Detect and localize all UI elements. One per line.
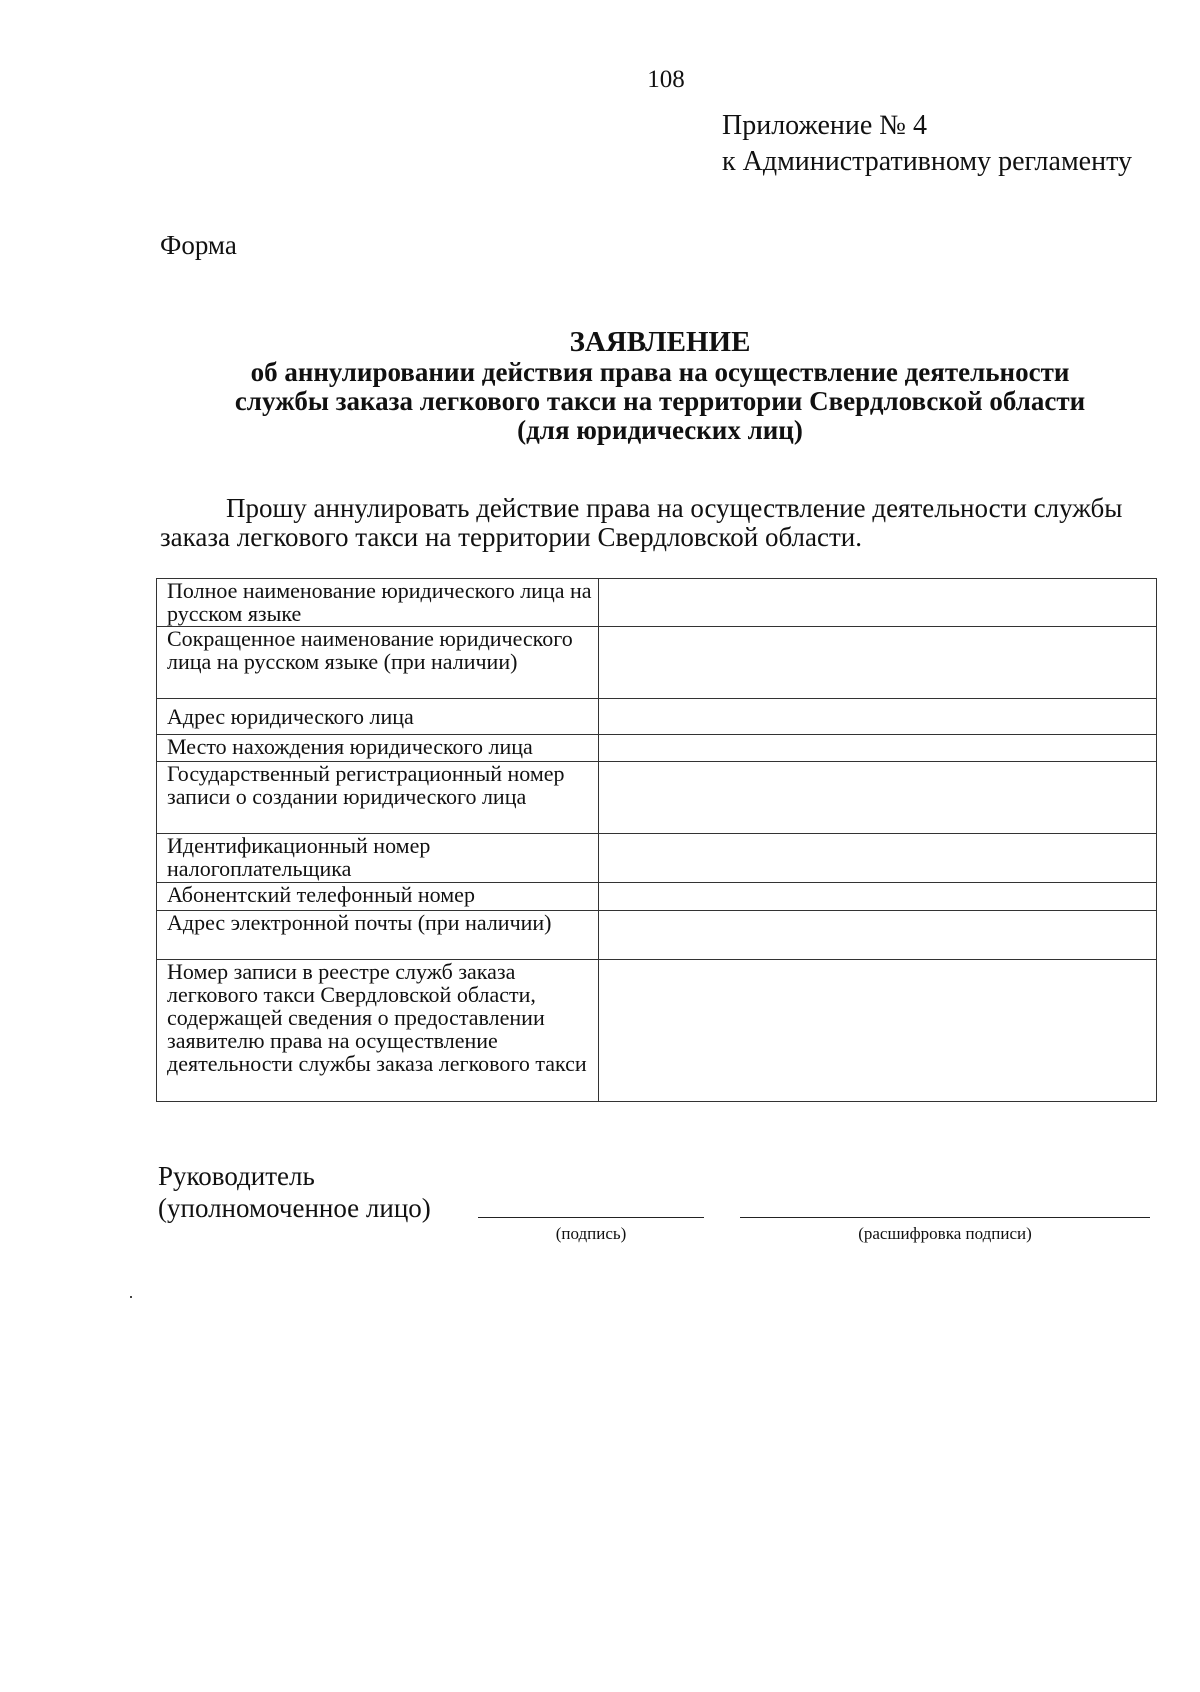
appendix-line-2: к Административному регламенту	[722, 146, 1132, 177]
document-title	[140, 328, 1180, 445]
table-row	[157, 911, 1157, 960]
row-label: Полное наименование юридического лица на русском языке	[157, 579, 599, 627]
table-row	[157, 960, 1157, 1102]
scan-speck	[130, 1296, 132, 1298]
row-label: Сокращенное наименование юридического лица на русском языке (при наличии)	[157, 627, 599, 699]
table-row	[157, 699, 1157, 735]
signature-line[interactable]	[478, 1217, 704, 1218]
row-label: Абонентский телефонный номер	[157, 883, 599, 911]
table-row	[157, 627, 1157, 699]
signature-caption: (подпись)	[555, 1224, 627, 1243]
signer-role-line-2: (уполномоченное лицо)	[158, 1193, 431, 1223]
row-value-cell[interactable]	[599, 579, 1157, 627]
title-main: ЗАЯВЛЕНИЕ	[569, 326, 751, 358]
applicant-details-table	[156, 578, 1157, 1102]
row-label: Место нахождения юридического лица	[157, 735, 599, 762]
intro-line-1: Прошу аннулировать действие права на осуществление деятельности службы	[226, 493, 1123, 523]
row-label: Государственный регистрационный номер записи о создании юридического лица	[157, 762, 599, 834]
row-value-cell[interactable]	[599, 735, 1157, 762]
signer-role-line-1: Руководитель	[158, 1161, 315, 1191]
row-label: Адрес юридического лица	[157, 699, 599, 735]
row-value-cell[interactable]	[599, 762, 1157, 834]
row-value-cell[interactable]	[599, 883, 1157, 911]
row-label: Номер записи в реестре служб заказа легкового такси Свердловской области, содержащей сведения о предоставлении заявителю права на осуществление деятельности службы заказа легкового такси	[157, 960, 599, 1102]
intro-line-2: заказа легкового такси на территории Свердловской области.	[160, 522, 862, 552]
row-label: Идентификационный номер налогоплательщика	[157, 834, 599, 883]
title-line-4: (для юридических лиц)	[517, 415, 803, 445]
signature-decoding-line[interactable]	[740, 1217, 1150, 1218]
row-value-cell[interactable]	[599, 699, 1157, 735]
page-number: 108	[647, 66, 685, 93]
table-row	[157, 883, 1157, 911]
signature-block	[158, 1160, 431, 1224]
form-label: Форма	[160, 230, 237, 260]
title-line-3: службы заказа легкового такси на территории Свердловской области	[234, 386, 1086, 416]
table-row	[157, 735, 1157, 762]
intro-paragraph	[160, 494, 1170, 552]
row-label: Адрес электронной почты (при наличии)	[157, 911, 599, 960]
table-row	[157, 579, 1157, 627]
row-value-cell[interactable]	[599, 960, 1157, 1102]
row-value-cell[interactable]	[599, 834, 1157, 883]
row-value-cell[interactable]	[599, 911, 1157, 960]
table-row	[157, 762, 1157, 834]
title-line-2: об аннулировании действия права на осуществление деятельности	[250, 357, 1070, 387]
row-value-cell[interactable]	[599, 627, 1157, 699]
signature-decoding-caption: (расшифровка подписи)	[858, 1224, 1032, 1243]
table-row	[157, 834, 1157, 883]
appendix-note	[722, 108, 1132, 180]
appendix-line-1: Приложение № 4	[722, 110, 927, 141]
